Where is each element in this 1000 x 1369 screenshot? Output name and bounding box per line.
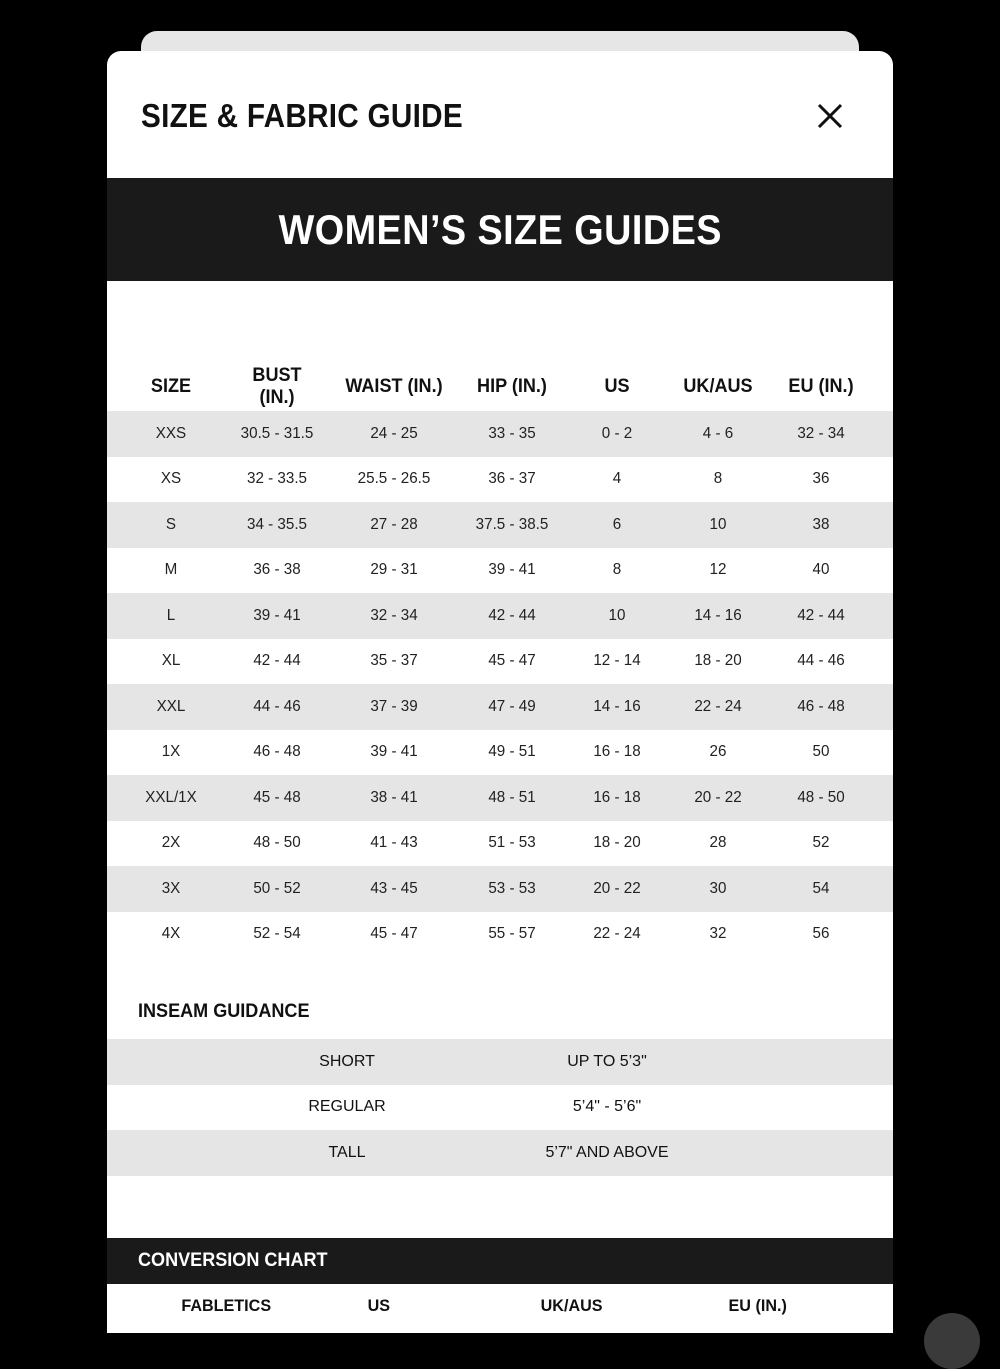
table-cell: 28 [709,834,727,852]
table-cell: 39 - 41 [370,743,418,761]
table-cell: XXL [156,697,186,715]
table-cell: 49 - 51 [488,743,536,761]
table-cell: 18 - 20 [593,834,641,852]
table-cell: 32 [709,925,727,943]
table-cell: 53 - 53 [488,879,536,897]
womens-size-guides-banner [107,178,893,281]
table-cell: 48 - 51 [488,788,536,806]
table-cell: M [164,561,178,579]
column-header: BUST (IN.) [252,365,302,408]
close-icon [807,95,851,139]
table-cell: 0 - 2 [601,424,633,442]
table-cell: 41 - 43 [370,834,418,852]
inseam-height-range: 5’4" - 5’6" [572,1098,642,1116]
table-cell: 30.5 - 31.5 [240,424,314,442]
table-cell: 55 - 57 [488,925,536,943]
table-row [107,821,893,867]
table-cell: 46 - 48 [253,743,301,761]
table-cell: 52 [812,834,830,852]
table-cell: 25.5 - 26.5 [357,470,431,488]
table-cell: 22 - 24 [593,925,641,943]
inseam-length-name: TALL [328,1143,366,1161]
inseam-table [107,1039,893,1176]
table-cell: 43 - 45 [370,879,418,897]
table-cell: 45 - 47 [370,925,418,943]
table-row [107,912,893,958]
size-table [107,363,893,957]
column-header: EU (IN.) [788,376,854,397]
table-cell: 27 - 28 [370,515,418,533]
table-row [107,866,893,912]
table-cell: 12 [709,561,727,579]
table-cell: 20 - 22 [694,788,742,806]
table-header-row [107,363,893,411]
table-cell: 6 [612,515,622,533]
column-header: SIZE [150,376,192,397]
table-cell: 30 [709,879,727,897]
table-cell: S [165,515,177,533]
table-cell: XXL/1X [145,788,197,806]
table-cell: 16 - 18 [593,788,641,806]
table-cell: 32 - 34 [797,424,845,442]
table-cell: 54 [812,879,830,897]
table-cell: 16 - 18 [593,743,641,761]
column-header: US [604,376,630,397]
close-button[interactable] [807,95,851,139]
table-cell: 44 - 46 [253,697,301,715]
table-cell: 48 - 50 [253,834,301,852]
table-cell: 38 [812,515,830,533]
table-cell: 1X [161,743,181,761]
table-cell: 45 - 47 [488,652,536,670]
table-cell: 47 - 49 [488,697,536,715]
conversion-table-header [107,1296,893,1326]
conversion-column-header: US [367,1296,391,1315]
table-cell: 35 - 37 [370,652,418,670]
table-cell: 10 [709,515,727,533]
scroll-top-button[interactable] [924,1313,980,1369]
inseam-height-range: 5’7" AND ABOVE [545,1143,669,1161]
table-row [107,502,893,548]
table-cell: 46 - 48 [797,697,845,715]
column-header: WAIST (IN.) [345,376,443,397]
table-cell: 36 - 37 [488,470,536,488]
table-cell: 51 - 53 [488,834,536,852]
table-row [107,457,893,503]
table-cell: 36 [812,470,830,488]
modal-header [107,51,893,178]
banner-title: WOMEN’S SIZE GUIDES [278,205,722,253]
table-row [107,548,893,594]
table-cell: 8 [612,561,622,579]
table-cell: 38 - 41 [370,788,418,806]
inseam-length-name: SHORT [319,1052,375,1070]
table-cell: 39 - 41 [488,561,536,579]
table-cell: XS [160,470,182,488]
table-cell: 4 [612,470,622,488]
table-cell: 34 - 35.5 [247,515,307,533]
modal-title: SIZE & FABRIC GUIDE [141,97,463,134]
table-cell: 52 - 54 [253,925,301,943]
table-cell: 50 [812,743,830,761]
table-cell: 32 - 34 [370,606,418,624]
table-cell: 33 - 35 [488,424,536,442]
table-row [107,775,893,821]
table-row [107,411,893,457]
table-cell: 26 [709,743,727,761]
table-row [107,730,893,776]
inseam-row [107,1130,893,1176]
table-cell: 50 - 52 [253,879,301,897]
table-cell: 48 - 50 [797,788,845,806]
table-cell: 2X [161,834,181,852]
table-cell: 12 - 14 [593,652,641,670]
conversion-chart-title: CONVERSION CHART [138,1250,328,1271]
table-cell: 14 - 16 [593,697,641,715]
column-header: UK/AUS [683,376,753,397]
table-cell: L [166,606,176,624]
table-cell: 20 - 22 [593,879,641,897]
table-cell: 36 - 38 [253,561,301,579]
table-cell: 39 - 41 [253,606,301,624]
table-cell: 3X [161,879,181,897]
table-cell: 22 - 24 [694,697,742,715]
inseam-row [107,1085,893,1131]
conversion-column-header: FABLETICS [181,1296,272,1315]
table-cell: XL [161,652,181,670]
table-cell: 14 - 16 [694,606,742,624]
conversion-column-header: EU (IN.) [728,1296,787,1315]
table-cell: XXS [155,424,187,442]
table-cell: 4X [161,925,181,943]
table-cell: 44 - 46 [797,652,845,670]
inseam-row [107,1039,893,1085]
column-header: HIP (IN.) [477,376,547,397]
inseam-height-range: UP TO 5’3" [567,1052,647,1070]
table-cell: 32 - 33.5 [247,470,307,488]
table-cell: 18 - 20 [694,652,742,670]
table-row [107,639,893,685]
table-cell: 24 - 25 [370,424,418,442]
size-guide-modal [107,51,893,1333]
conversion-chart-bar[interactable] [107,1238,893,1284]
conversion-column-header: UK/AUS [540,1296,603,1315]
table-cell: 56 [812,925,830,943]
table-cell: 42 - 44 [253,652,301,670]
table-cell: 29 - 31 [370,561,418,579]
table-cell: 40 [812,561,830,579]
table-cell: 4 - 6 [702,424,734,442]
table-cell: 42 - 44 [797,606,845,624]
table-cell: 37 - 39 [370,697,418,715]
inseam-title: INSEAM GUIDANCE [138,1001,310,1022]
table-cell: 10 [608,606,626,624]
table-row [107,593,893,639]
table-row [107,684,893,730]
table-cell: 8 [713,470,723,488]
table-cell: 42 - 44 [488,606,536,624]
table-cell: 45 - 48 [253,788,301,806]
table-cell: 37.5 - 38.5 [475,515,549,533]
inseam-length-name: REGULAR [308,1098,386,1116]
